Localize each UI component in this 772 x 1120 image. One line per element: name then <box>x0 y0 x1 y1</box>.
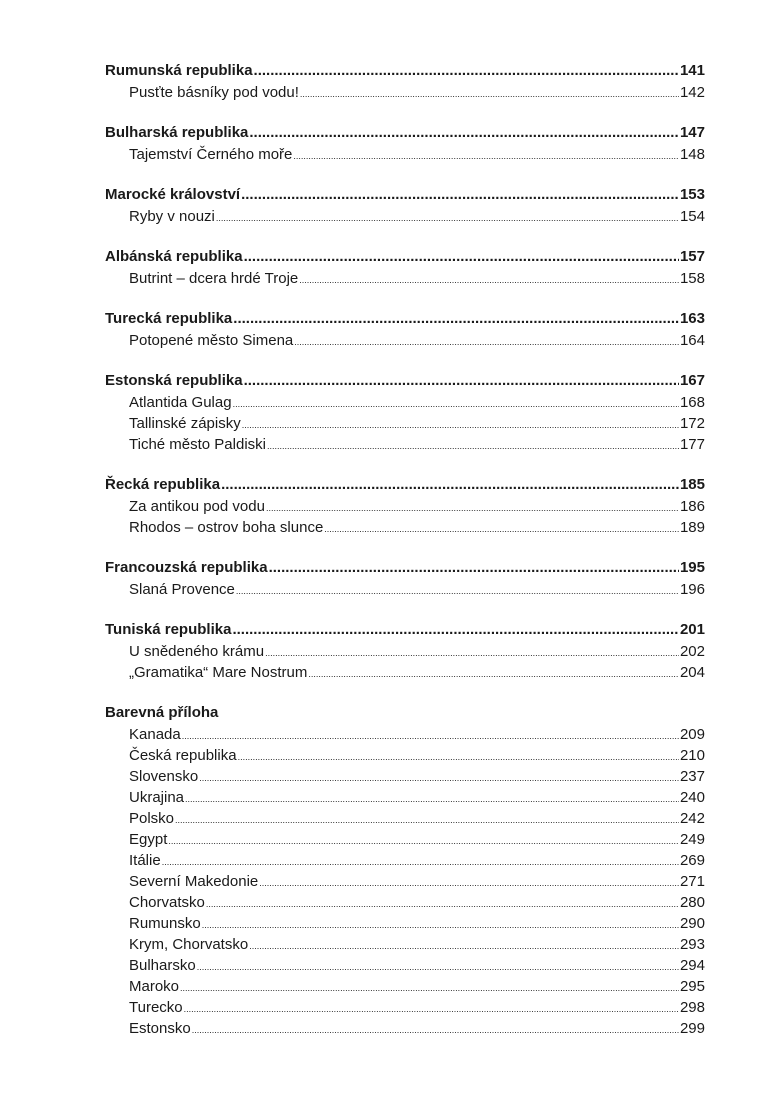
item-title: Turecko <box>129 999 183 1016</box>
toc-item-row[interactable] <box>105 829 705 850</box>
page-number: 209 <box>679 726 705 743</box>
dot-leader <box>168 831 679 852</box>
dot-leader <box>175 810 679 831</box>
dot-leader <box>308 664 679 685</box>
page-number: 154 <box>679 208 705 225</box>
page-number: 299 <box>679 1020 705 1037</box>
chapter-title: Estonská republika <box>105 372 243 389</box>
toc-item-row[interactable] <box>105 955 705 976</box>
chapter-title: Rumunská republika <box>105 62 253 79</box>
dot-leader <box>162 852 679 873</box>
dot-leader <box>233 308 679 330</box>
item-title: Atlantida Gulag <box>129 394 232 411</box>
page-number: 186 <box>679 498 705 515</box>
item-title: Butrint – dcera hrdé Troje <box>129 270 299 287</box>
toc-item-row[interactable] <box>105 268 705 289</box>
dot-leader <box>242 415 679 436</box>
toc-item-row[interactable] <box>105 871 705 892</box>
toc-item-row[interactable] <box>105 82 705 103</box>
item-title: Rhodos – ostrov boha slunce <box>129 519 324 536</box>
page-number: 293 <box>679 936 705 953</box>
page-number: 204 <box>679 664 705 681</box>
toc-item-row[interactable] <box>105 413 705 434</box>
page-number: 172 <box>679 415 705 432</box>
dot-leader <box>244 370 679 392</box>
toc-item-row[interactable] <box>105 724 705 745</box>
chapter-title: Řecká republika <box>105 476 221 493</box>
item-title: Tajemství Černého moře <box>129 146 293 163</box>
toc-item-row[interactable] <box>105 850 705 871</box>
toc-item-row[interactable] <box>105 766 705 787</box>
dot-leader <box>266 498 679 519</box>
toc-item-row[interactable] <box>105 434 705 455</box>
item-title: Pusťte básníky pod vodu! <box>129 84 299 101</box>
page-number: 189 <box>679 519 705 536</box>
item-title: Tiché město Paldiski <box>129 436 266 453</box>
page-number: 202 <box>679 643 705 660</box>
item-title: Maroko <box>129 978 180 995</box>
dot-leader <box>267 436 679 457</box>
toc-item-row[interactable] <box>105 913 705 934</box>
dot-leader <box>199 768 679 789</box>
dot-leader <box>185 789 679 810</box>
item-title: Polsko <box>129 810 175 827</box>
page-number: 153 <box>679 186 705 203</box>
toc-section <box>105 184 705 227</box>
dot-leader <box>293 146 679 167</box>
toc-item-row[interactable] <box>105 808 705 829</box>
toc-item-row[interactable] <box>105 976 705 997</box>
item-title: „Gramatika“ Mare Nostrum <box>129 664 308 681</box>
page-number: 148 <box>679 146 705 163</box>
dot-leader <box>241 184 679 206</box>
toc-section <box>105 474 705 538</box>
page-number: 141 <box>679 62 705 79</box>
page-number: 142 <box>679 84 705 101</box>
chapter-title: Francouzská republika <box>105 559 268 576</box>
page-number: 280 <box>679 894 705 911</box>
page-number: 210 <box>679 747 705 764</box>
toc-section <box>105 308 705 351</box>
item-title: Ukrajina <box>129 789 185 806</box>
toc-item-row[interactable] <box>105 934 705 955</box>
page-number: 195 <box>679 559 705 576</box>
page-number: 269 <box>679 852 705 869</box>
dot-leader <box>233 394 679 415</box>
dot-leader <box>300 84 679 105</box>
dot-leader <box>192 1020 679 1041</box>
dot-leader <box>232 619 679 641</box>
dot-leader <box>216 208 679 229</box>
dot-leader <box>249 936 679 957</box>
page-number: 249 <box>679 831 705 848</box>
dot-leader <box>221 474 679 496</box>
item-title: Slovensko <box>129 768 199 785</box>
toc-chapter-row[interactable] <box>105 60 705 82</box>
toc-appendix <box>105 702 705 1039</box>
page-number: 294 <box>679 957 705 974</box>
item-title: Chorvatsko <box>129 894 205 911</box>
dot-leader <box>197 957 679 978</box>
item-title: Kanada <box>129 726 181 743</box>
page-number: 242 <box>679 810 705 827</box>
toc-item-row[interactable] <box>105 892 705 913</box>
toc-chapter-row[interactable] <box>105 246 705 268</box>
dot-leader <box>324 519 679 540</box>
toc-item-row[interactable] <box>105 745 705 766</box>
toc-item-row[interactable] <box>105 517 705 538</box>
dot-leader <box>202 915 679 936</box>
toc-chapter-row[interactable] <box>105 184 705 206</box>
dot-leader <box>238 747 679 768</box>
item-title: Ryby v nouzi <box>129 208 215 225</box>
chapter-title: Marocké království <box>105 186 241 203</box>
page-number: 290 <box>679 915 705 932</box>
dot-leader <box>244 246 679 268</box>
toc-item-row[interactable] <box>105 330 705 351</box>
toc-item-row[interactable] <box>105 641 705 662</box>
item-title: Potopené město Simena <box>129 332 294 349</box>
dot-leader <box>236 581 679 602</box>
toc-item-row[interactable] <box>105 1018 705 1039</box>
toc-section <box>105 122 705 165</box>
page-number: 185 <box>679 476 705 493</box>
page-number: 158 <box>679 270 705 287</box>
page-number: 237 <box>679 768 705 785</box>
page-number: 167 <box>679 372 705 389</box>
page-number: 240 <box>679 789 705 806</box>
dot-leader <box>180 978 679 999</box>
dot-leader <box>259 873 679 894</box>
toc-section <box>105 619 705 683</box>
toc-item-row[interactable] <box>105 579 705 600</box>
dot-leader <box>206 894 679 915</box>
page-number: 201 <box>679 621 705 638</box>
page-number: 295 <box>679 978 705 995</box>
chapter-title: Bulharská republika <box>105 124 249 141</box>
dot-leader <box>182 726 679 747</box>
toc-item-row[interactable] <box>105 997 705 1018</box>
item-title: Za antikou pod vodu <box>129 498 265 515</box>
page-number: 164 <box>679 332 705 349</box>
dot-leader <box>254 60 679 82</box>
item-title: Slaná Provence <box>129 581 235 598</box>
chapter-title: Tuniská republika <box>105 621 232 638</box>
page-number: 168 <box>679 394 705 411</box>
dot-leader <box>184 999 679 1020</box>
toc-item-row[interactable] <box>105 662 705 683</box>
page-number: 147 <box>679 124 705 141</box>
item-title: Itálie <box>129 852 161 869</box>
page-number: 271 <box>679 873 705 890</box>
toc-section <box>105 370 705 455</box>
toc-chapter-row[interactable] <box>105 122 705 144</box>
page-number: 298 <box>679 999 705 1016</box>
page-number: 163 <box>679 310 705 327</box>
toc-item-row[interactable] <box>105 144 705 165</box>
item-title: Česká republika <box>129 747 237 764</box>
toc-chapter-row[interactable] <box>105 474 705 496</box>
item-title: Bulharsko <box>129 957 196 974</box>
dot-leader <box>294 332 679 353</box>
toc-chapter-row[interactable] <box>105 619 705 641</box>
toc-item-row[interactable] <box>105 787 705 808</box>
dot-leader <box>265 643 679 664</box>
toc-chapter-row[interactable] <box>105 308 705 330</box>
item-title: Tallinské zápisky <box>129 415 241 432</box>
item-title: U snědeného krámu <box>129 643 265 660</box>
toc-item-row[interactable] <box>105 496 705 517</box>
item-title: Krym, Chorvatsko <box>129 936 249 953</box>
toc-chapter-row[interactable] <box>105 557 705 579</box>
item-title: Egypt <box>129 831 168 848</box>
toc-item-row[interactable] <box>105 392 705 413</box>
page-number: 157 <box>679 248 705 265</box>
table-of-contents <box>105 60 705 1058</box>
toc-section <box>105 557 705 600</box>
item-title: Estonsko <box>129 1020 191 1037</box>
appendix-heading: Barevná příloha <box>105 704 219 721</box>
item-title: Severní Makedonie <box>129 873 259 890</box>
item-title: Rumunsko <box>129 915 201 932</box>
page-number: 196 <box>679 581 705 598</box>
dot-leader <box>269 557 679 579</box>
dot-leader <box>299 270 679 291</box>
toc-item-row[interactable] <box>105 206 705 227</box>
dot-leader <box>249 122 679 144</box>
chapter-title: Albánská republika <box>105 248 243 265</box>
chapter-title: Turecká republika <box>105 310 233 327</box>
toc-section <box>105 246 705 289</box>
page-number: 177 <box>679 436 705 453</box>
toc-chapter-row[interactable] <box>105 370 705 392</box>
toc-section <box>105 60 705 103</box>
